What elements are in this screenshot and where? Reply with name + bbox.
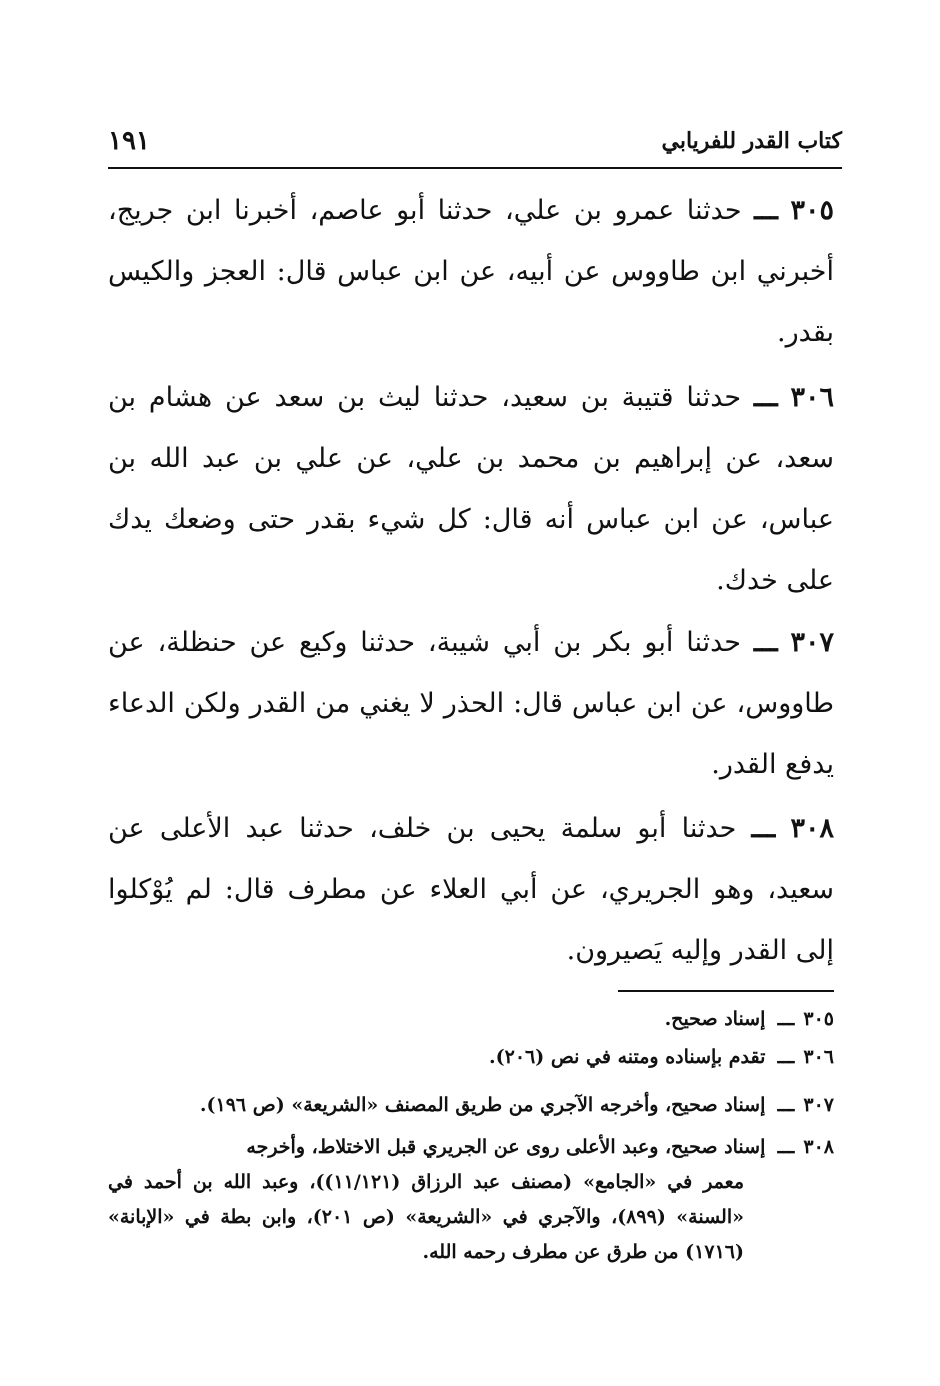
narration-number: ٣٠٨ — [790, 813, 834, 844]
header-rule — [108, 167, 842, 169]
footnote-dash: ـــ — [777, 1094, 795, 1116]
footnote-306 — [108, 1040, 834, 1075]
footnote-continuation: معمر في «الجامع» (مصنف عبد الرزاق (١١/١٢١))، وعبد الله بن أحمد في «السنة» (٨٩٩)، والآجري في «الشريعة» (ص ٢٠١)، وابن بطة في «الإبانة» (١٧١٦) من طرق عن مطرف رحمه الله. — [108, 1171, 745, 1263]
footnote-text: تقدم بإسناده ومتنه في نص (٢٠٦). — [489, 1046, 766, 1068]
narration-number: ٣٠٦ — [790, 382, 834, 413]
narration-text: حدثنا أبو سلمة يحيى بن خلف، حدثنا عبد الأعلى عن سعيد، وهو الجريري، عن أبي العلاء عن مطرف قال: لم يُوْكلوا إلى القدر وإليه يَصيرون. — [108, 813, 834, 966]
footnote-dash: ـــ — [777, 1008, 795, 1030]
page-number: ١٩١ — [108, 126, 150, 156]
footnote-text: إسناد صحيح. — [664, 1008, 766, 1030]
book-title: كتاب القدر للفريابي — [661, 128, 842, 154]
narration-dash: ـــ — [754, 195, 778, 226]
narration-305 — [108, 180, 834, 363]
footnote-text: إسناد صحيح، وأخرجه الآجري من طريق المصنف «الشريعة» (ص ١٩٦). — [199, 1094, 766, 1116]
footnote-308 — [108, 1130, 834, 1270]
narration-number: ٣٠٥ — [790, 195, 834, 226]
narration-dash: ـــ — [753, 627, 778, 658]
narration-308 — [108, 798, 834, 981]
narration-number: ٣٠٧ — [790, 627, 834, 658]
footnote-number: ٣٠٦ — [803, 1046, 834, 1068]
page-header — [108, 126, 842, 162]
footnote-number: ٣٠٧ — [803, 1094, 834, 1116]
narration-306 — [108, 367, 834, 611]
footnote-305 — [108, 1002, 834, 1037]
footnote-text: إسناد صحيح، وعبد الأعلى روى عن الجريري قبل الاختلاط، وأخرجه — [246, 1136, 766, 1158]
footnote-number: ٣٠٨ — [803, 1136, 834, 1158]
narration-dash: ـــ — [753, 382, 778, 413]
footnote-number: ٣٠٥ — [803, 1008, 834, 1030]
narration-text: حدثنا عمرو بن علي، حدثنا أبو عاصم، أخبرنا ابن جريج، أخبرني ابن طاووس عن أبيه، عن ابن عباس قال: العجز والكيس بقدر. — [108, 195, 834, 348]
footnote-307 — [108, 1088, 834, 1123]
footnote-dash: ـــ — [777, 1136, 795, 1158]
narration-307 — [108, 612, 834, 795]
narration-text: حدثنا أبو بكر بن أبي شيبة، حدثنا وكيع عن حنظلة، عن طاووس، عن ابن عباس قال: الحذر لا يغني من القدر ولكن الدعاء يدفع القدر. — [108, 627, 834, 780]
footnote-rule — [618, 990, 834, 992]
footnote-dash: ـــ — [777, 1046, 795, 1068]
narration-dash: ـــ — [751, 813, 776, 844]
narration-text: حدثنا قتيبة بن سعيد، حدثنا ليث بن سعد عن هشام بن سعد، عن إبراهيم بن محمد بن علي، عن علي بن عبد الله بن عباس، عن ابن عباس أنه قال: كل شيء بقدر حتى وضعك يدك على خدك. — [108, 382, 834, 596]
